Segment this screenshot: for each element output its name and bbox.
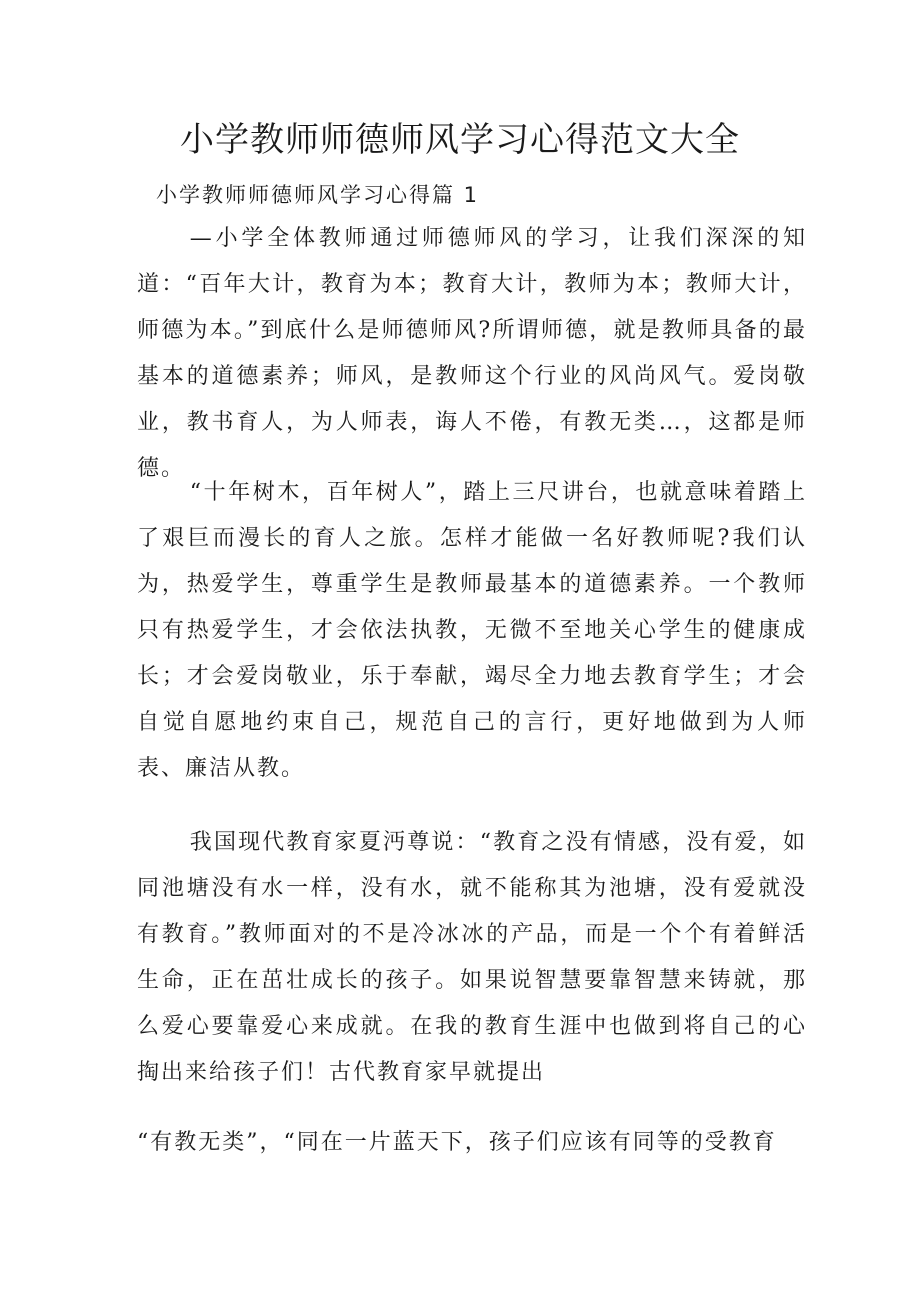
paragraph-1: —小学全体教师通过师德师风的学习，让我们深深的知道：“百年大计，教育为本；教育大计，教师为本；教师大计，师德为本。”到底什么是师德师风?所谓师德，就是教师具备的最基本的道德素养；师风，是教师这个行业的风尚风气。爱岗敬业，教书育人，为人师表，诲人不倦，有教无类…，这都是师德。 xyxy=(137,226,807,481)
document-title: 小学教师师德师风学习心得范文大全 xyxy=(180,120,740,160)
paragraph-2: “十年树木，百年树人”，踏上三尺讲台，也就意味着踏上了艰巨而漫长的育人之旅。怎样才能做一名好教师呢?我们认为，热爱学生，尊重学生是教师最基本的道德素养。一个教师只有热爱学生，才会依法执教，无微不至地关心学生的健康成长；才会爱岗敬业，乐于奉献，竭尽全力地去教育学生；才会自觉自愿地约束自己，规范自己的言行，更好地做到为人师表、廉洁从教。 xyxy=(137,480,807,781)
section-heading: 小学教师师德师风学习心得篇 1 xyxy=(156,183,480,207)
paragraph-4: “有教无类”，“同在一片蓝天下，孩子们应该有同等的受教育 xyxy=(137,1130,777,1155)
paragraph-3: 我国现代教育家夏沔尊说：“教育之没有情感，没有爱，如同池塘没有水一样，没有水，就不能称其为池塘，没有爱就没有教育。”教师面对的不是冷冰冰的产品，而是一个个有着鲜活生命，正在茁壮成长的孩子。如果说智慧要靠智慧来铸就，那么爱心要靠爱心来成就。在我的教育生涯中也做到将自己的心掏出来给孩子们！古代教育家早就提出 xyxy=(137,830,807,1085)
